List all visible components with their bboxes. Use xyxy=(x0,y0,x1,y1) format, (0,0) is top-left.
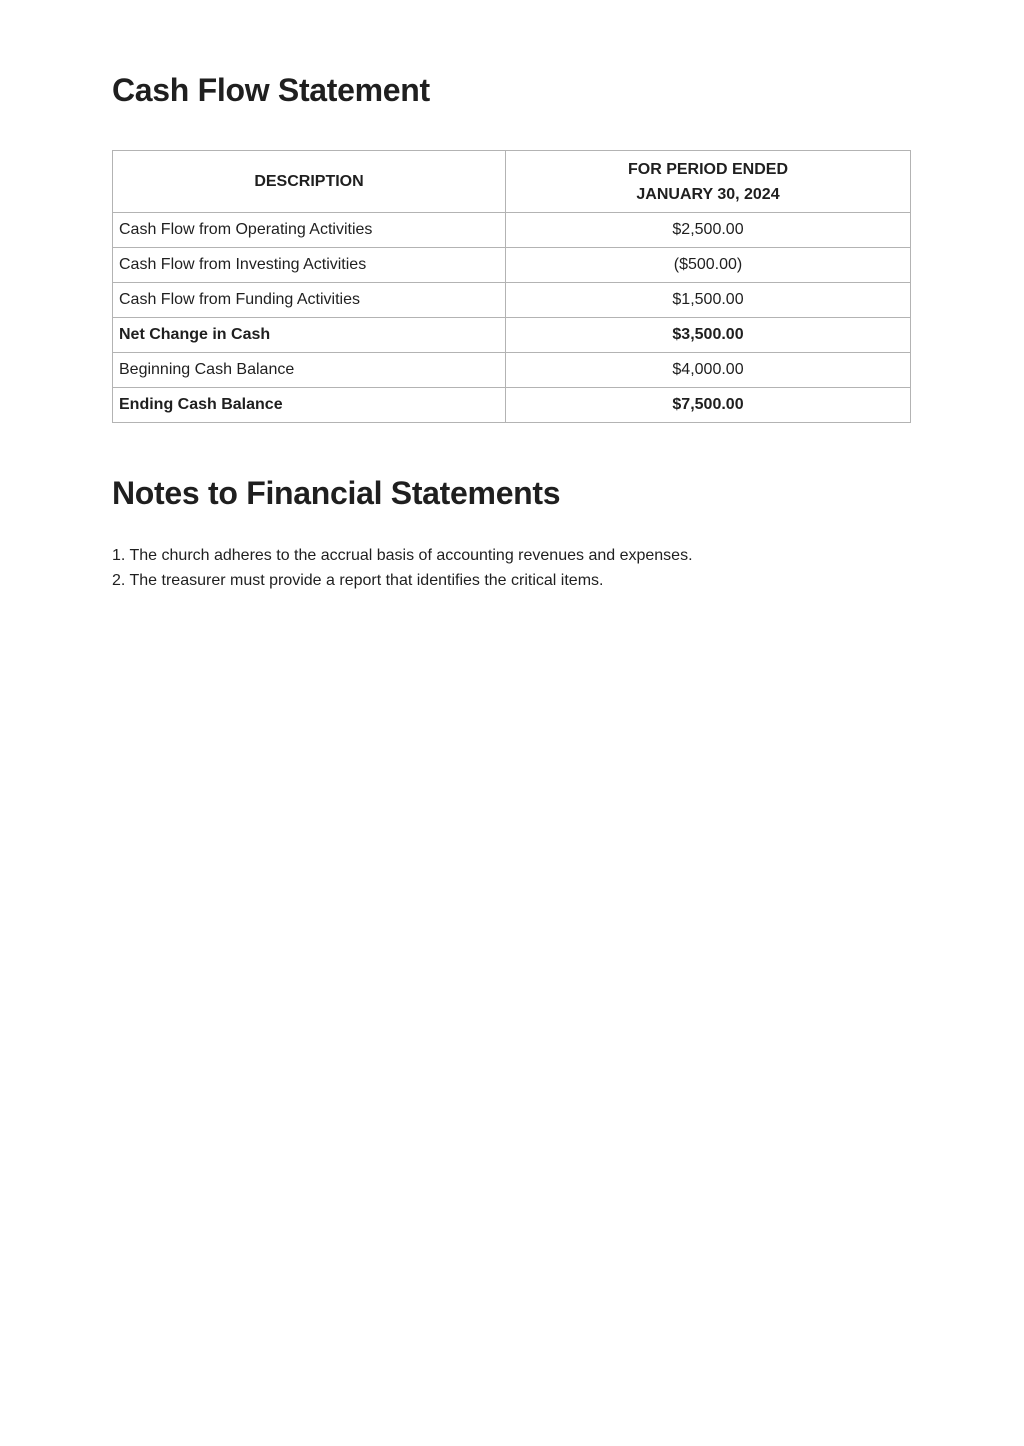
header-period xyxy=(506,151,911,213)
row-description: Cash Flow from Investing Activities xyxy=(113,248,506,283)
header-description: DESCRIPTION xyxy=(113,151,506,213)
row-description: Cash Flow from Operating Activities xyxy=(113,213,506,248)
table-row xyxy=(113,248,911,283)
table-row-total xyxy=(113,318,911,353)
row-description: Ending Cash Balance xyxy=(113,388,506,423)
table-row xyxy=(113,353,911,388)
cash-flow-table xyxy=(112,150,911,423)
header-period-line2: JANUARY 30, 2024 xyxy=(636,185,780,203)
row-description: Cash Flow from Funding Activities xyxy=(113,283,506,318)
row-amount: ($500.00) xyxy=(506,248,911,283)
row-amount: $4,000.00 xyxy=(506,353,911,388)
row-amount: $3,500.00 xyxy=(506,318,911,353)
row-description: Beginning Cash Balance xyxy=(113,353,506,388)
table-row xyxy=(113,283,911,318)
notes-list xyxy=(112,543,693,593)
table-row xyxy=(113,213,911,248)
table-row-total xyxy=(113,388,911,423)
header-period-line1: FOR PERIOD ENDED xyxy=(627,160,788,178)
table-header-row xyxy=(113,151,911,213)
row-amount: $7,500.00 xyxy=(506,388,911,423)
notes-title: Notes to Financial Statements xyxy=(112,475,561,511)
note-item: 1. The church adheres to the accrual basis of accounting revenues and expenses. xyxy=(112,547,693,564)
row-amount: $1,500.00 xyxy=(506,283,911,318)
note-item: 2. The treasurer must provide a report that identifies the critical items. xyxy=(112,572,604,589)
page-title: Cash Flow Statement xyxy=(112,72,430,108)
row-description: Net Change in Cash xyxy=(113,318,506,353)
row-amount: $2,500.00 xyxy=(506,213,911,248)
